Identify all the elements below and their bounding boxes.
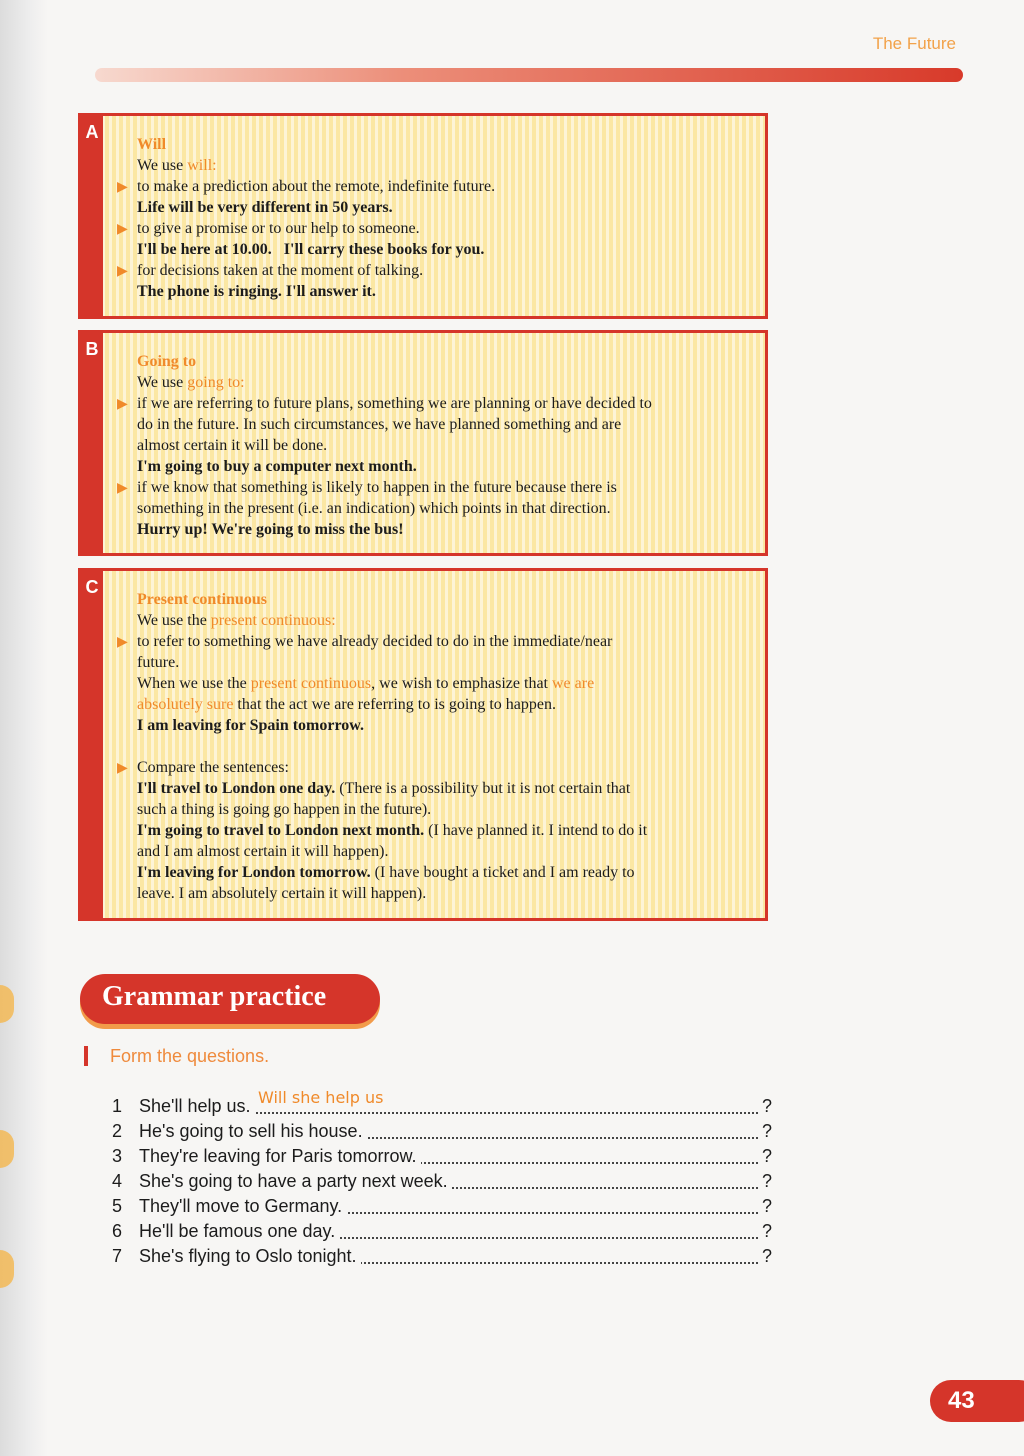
explanation-text: (I have bought a ticket and I am ready to xyxy=(370,864,635,881)
triangle-bullet-icon: ▶ xyxy=(117,264,128,279)
question-sentence: They'll move to Germany. xyxy=(139,1196,346,1217)
explanation-text: and I am almost certain it will happen). xyxy=(137,843,389,860)
page-number: 43 xyxy=(930,1380,1024,1422)
box-strip xyxy=(81,116,103,316)
header-bar xyxy=(95,68,963,82)
question-row xyxy=(112,1246,772,1268)
question-number: 3 xyxy=(112,1146,123,1166)
exercise-instruction: Form the questions. xyxy=(110,1046,270,1066)
box-heading: Going to xyxy=(137,353,197,370)
rule-text: do in the future. In such circumstances, we have planned something and are xyxy=(137,416,622,433)
example-sentence: I'll travel to London one day. xyxy=(137,780,336,797)
box-heading: Present continuous xyxy=(137,591,267,608)
question-number: 1 xyxy=(112,1096,123,1116)
example-sentence: I am leaving for Spain tomorrow. xyxy=(137,717,364,734)
question-row xyxy=(112,1221,772,1243)
question-sentence: He's going to sell his house. xyxy=(139,1121,367,1142)
rule-text: for decisions taken at the moment of talking. xyxy=(137,262,424,279)
rule-text: Compare the sentences: xyxy=(137,759,289,776)
intro-highlight: will: xyxy=(187,157,217,174)
question-number: 4 xyxy=(112,1171,123,1191)
intro-highlight: going to: xyxy=(187,374,245,391)
handwritten-answer: Will she help us xyxy=(258,1088,384,1107)
rule-text: to give a promise or to our help to someone. xyxy=(137,220,420,237)
rule-text: almost certain it will be done. xyxy=(137,437,328,454)
question-sentence: She'll help us. xyxy=(139,1096,255,1117)
box-strip xyxy=(81,333,103,553)
rule-text: When we use the xyxy=(137,675,251,692)
question-mark: ? xyxy=(761,1171,772,1191)
box-heading: Will xyxy=(137,136,167,153)
example-sentence: I'm going to travel to London next month. xyxy=(137,822,425,839)
rule-text: , we wish to emphasize that xyxy=(371,675,552,692)
box-strip xyxy=(81,571,103,918)
triangle-bullet-icon: ▶ xyxy=(117,635,128,650)
question-sentence: She's going to have a party next week. xyxy=(139,1171,452,1192)
grammar-box-going-to xyxy=(78,330,768,556)
example-sentence: I'm leaving for London tomorrow. xyxy=(137,864,371,881)
example-sentence: Life will be very different in 50 years. xyxy=(137,199,393,216)
question-mark: ? xyxy=(761,1121,772,1141)
triangle-bullet-icon: ▶ xyxy=(117,481,128,496)
intro-text: We use xyxy=(137,374,188,391)
rule-text: something in the present (i.e. an indication) which points in that direction. xyxy=(137,500,611,517)
box-letter: A xyxy=(85,122,99,142)
box-letter: B xyxy=(85,339,99,359)
question-mark: ? xyxy=(761,1221,772,1241)
question-sentence: They're leaving for Paris tomorrow. xyxy=(139,1146,421,1167)
question-row xyxy=(112,1146,772,1168)
triangle-bullet-icon: ▶ xyxy=(117,222,128,237)
question-sentence: He'll be famous one day. xyxy=(139,1221,339,1242)
book-spine-shadow xyxy=(0,0,48,1456)
rule-text: to refer to something we have already decided to do in the immediate/near xyxy=(137,633,613,650)
side-tab-marker xyxy=(0,985,14,1023)
triangle-bullet-icon: ▶ xyxy=(117,397,128,412)
highlight-text: absolutely sure xyxy=(137,696,234,713)
question-row xyxy=(112,1196,772,1218)
question-mark: ? xyxy=(761,1246,772,1266)
question-mark: ? xyxy=(761,1096,772,1116)
example-sentence: Hurry up! We're going to miss the bus! xyxy=(137,521,404,538)
question-number: 5 xyxy=(112,1196,123,1216)
intro-text: We use xyxy=(137,157,188,174)
explanation-text: leave. I am absolutely certain it will happen). xyxy=(137,885,427,902)
explanation-text: such a thing is going go happen in the future). xyxy=(137,801,432,818)
explanation-text: (There is a possibility but it is not certain that xyxy=(335,780,631,797)
example-sentence: I'll be here at 10.00. I'll carry these books for you. xyxy=(137,241,485,258)
highlight-text: present continuous xyxy=(250,675,372,692)
exercise-marker xyxy=(84,1046,88,1066)
highlight-text: we are xyxy=(552,675,595,692)
question-row xyxy=(112,1121,772,1143)
triangle-bullet-icon: ▶ xyxy=(117,180,128,195)
rule-text: to make a prediction about the remote, indefinite future. xyxy=(137,178,496,195)
rule-text: if we are referring to future plans, something we are planning or have decided to xyxy=(137,395,652,412)
triangle-bullet-icon: ▶ xyxy=(117,761,128,776)
grammar-practice-banner: Grammar practice xyxy=(80,974,380,1024)
intro-text: We use the xyxy=(137,612,211,629)
intro-highlight: present continuous: xyxy=(210,612,336,629)
page-header-title: The Future xyxy=(872,34,956,53)
side-tab-marker xyxy=(0,1130,14,1168)
explanation-text: (I have planned it. I intend to do it xyxy=(424,822,648,839)
rule-text: that the act we are referring to is going to happen. xyxy=(233,696,556,713)
question-sentence: She's flying to Oslo tonight. xyxy=(139,1246,361,1267)
question-row xyxy=(112,1171,772,1193)
grammar-box-present-continuous xyxy=(78,568,768,921)
example-sentence: I'm going to buy a computer next month. xyxy=(137,458,417,475)
question-number: 2 xyxy=(112,1121,123,1141)
question-row xyxy=(112,1088,772,1118)
box-letter: C xyxy=(85,577,99,597)
rule-text: future. xyxy=(137,654,180,671)
question-mark: ? xyxy=(761,1196,772,1216)
rule-text: if we know that something is likely to happen in the future because there is xyxy=(137,479,617,496)
example-sentence: The phone is ringing. I'll answer it. xyxy=(137,283,376,300)
question-number: 7 xyxy=(112,1246,123,1266)
question-number: 6 xyxy=(112,1221,123,1241)
question-mark: ? xyxy=(761,1146,772,1166)
grammar-box-will xyxy=(78,113,768,319)
side-tab-marker xyxy=(0,1250,14,1288)
